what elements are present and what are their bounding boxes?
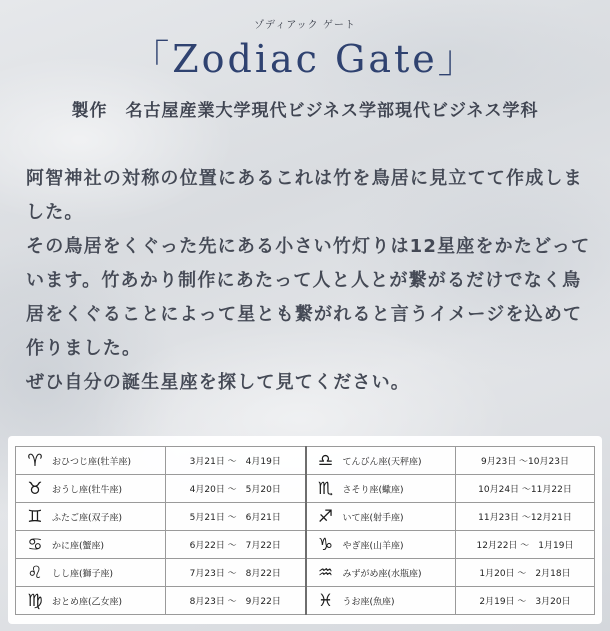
table-row [16, 531, 595, 559]
gemini-icon: ♊ [27, 506, 43, 527]
sign-name: おとめ座(乙女座) [52, 597, 123, 607]
sign-name: おひつじ座(牡羊座) [52, 457, 132, 467]
date-range: 11月23日 ～12月21日 [456, 503, 595, 531]
date-range: 5月21日 ～ 6月21日 [166, 503, 306, 531]
sign-cell [16, 587, 166, 615]
sign-cell [16, 559, 166, 587]
page-title: 「Zodiac Gate」 [131, 37, 479, 81]
scorpio-icon: ♏ [317, 478, 334, 499]
table-row [16, 587, 595, 615]
sign-cell [306, 559, 456, 587]
sign-name: みずがめ座(水瓶座) [342, 569, 422, 579]
sign-name: おうし座(牡牛座) [52, 485, 123, 495]
sign-cell [306, 531, 456, 559]
date-range: 4月20日 ～ 5月20日 [166, 475, 306, 503]
description-paragraph-2: その鳥居をくぐった先にある小さい竹灯りは12星座をかたどっています。竹あかり制作にあたって人と人とが繋がるだけでなく鳥居をくぐることによって星とも繋がれると言うイメージを込めて作りました。 [26, 236, 591, 359]
sign-name: しし座(獅子座) [52, 569, 114, 579]
taurus-icon: ♉ [27, 478, 43, 499]
sign-name: てんびん座(天秤座) [342, 457, 422, 467]
sign-cell [306, 503, 456, 531]
sign-cell [16, 475, 166, 503]
cancer-icon: ♋ [27, 534, 43, 555]
libra-icon: ♎ [317, 450, 334, 471]
sign-name: かに座(蟹座) [52, 541, 105, 551]
date-range: 3月21日 ～ 4月19日 [166, 447, 306, 475]
date-range: 12月22日 ～ 1月19日 [456, 531, 595, 559]
sign-cell [16, 503, 166, 531]
capricorn-icon: ♑ [317, 534, 334, 555]
sign-name: ふたご座(双子座) [52, 513, 123, 523]
sign-name: さそり座(蠍座) [342, 485, 404, 495]
date-range: 6月22日 ～ 7月22日 [166, 531, 306, 559]
sign-cell [16, 447, 166, 475]
sign-cell [306, 447, 456, 475]
date-range: 2月19日 ～ 3月20日 [456, 587, 595, 615]
virgo-icon: ♍ [27, 590, 43, 611]
aquarius-icon: ♒ [317, 562, 334, 583]
table-row [16, 475, 595, 503]
sign-name: うお座(魚座) [342, 597, 395, 607]
description [26, 162, 592, 400]
date-range: 1月20日 ～ 2月18日 [456, 559, 595, 587]
date-range: 9月23日 ～10月23日 [456, 447, 595, 475]
description-paragraph-3: ぜひ自分の誕生星座を探して見てください。 [26, 372, 410, 393]
sign-cell [306, 475, 456, 503]
table-row [16, 447, 595, 475]
zodiac-table [15, 446, 595, 615]
pisces-icon: ♓ [317, 590, 334, 611]
leo-icon: ♌ [27, 562, 43, 583]
description-paragraph-1: 阿智神社の対称の位置にあるこれは竹を鳥居に見立てて作成しました。 [26, 168, 583, 223]
sagittarius-icon: ♐ [317, 506, 334, 527]
table-row [16, 503, 595, 531]
table-row [16, 559, 595, 587]
credit-line: 製作 名古屋産業大学現代ビジネス学部現代ビジネス学科 [71, 101, 539, 121]
sign-cell [16, 531, 166, 559]
date-range: 10月24日 ～11月22日 [456, 475, 595, 503]
title-ruby: ゾディアック ゲート [254, 20, 356, 31]
date-range: 7月23日 ～ 8月22日 [166, 559, 306, 587]
sign-name: やぎ座(山羊座) [342, 541, 404, 551]
date-range: 8月23日 ～ 9月22日 [166, 587, 306, 615]
sign-cell [306, 587, 456, 615]
sign-name: いて座(射手座) [342, 513, 404, 523]
zodiac-table-panel [8, 436, 602, 624]
aries-icon: ♈ [27, 450, 43, 471]
